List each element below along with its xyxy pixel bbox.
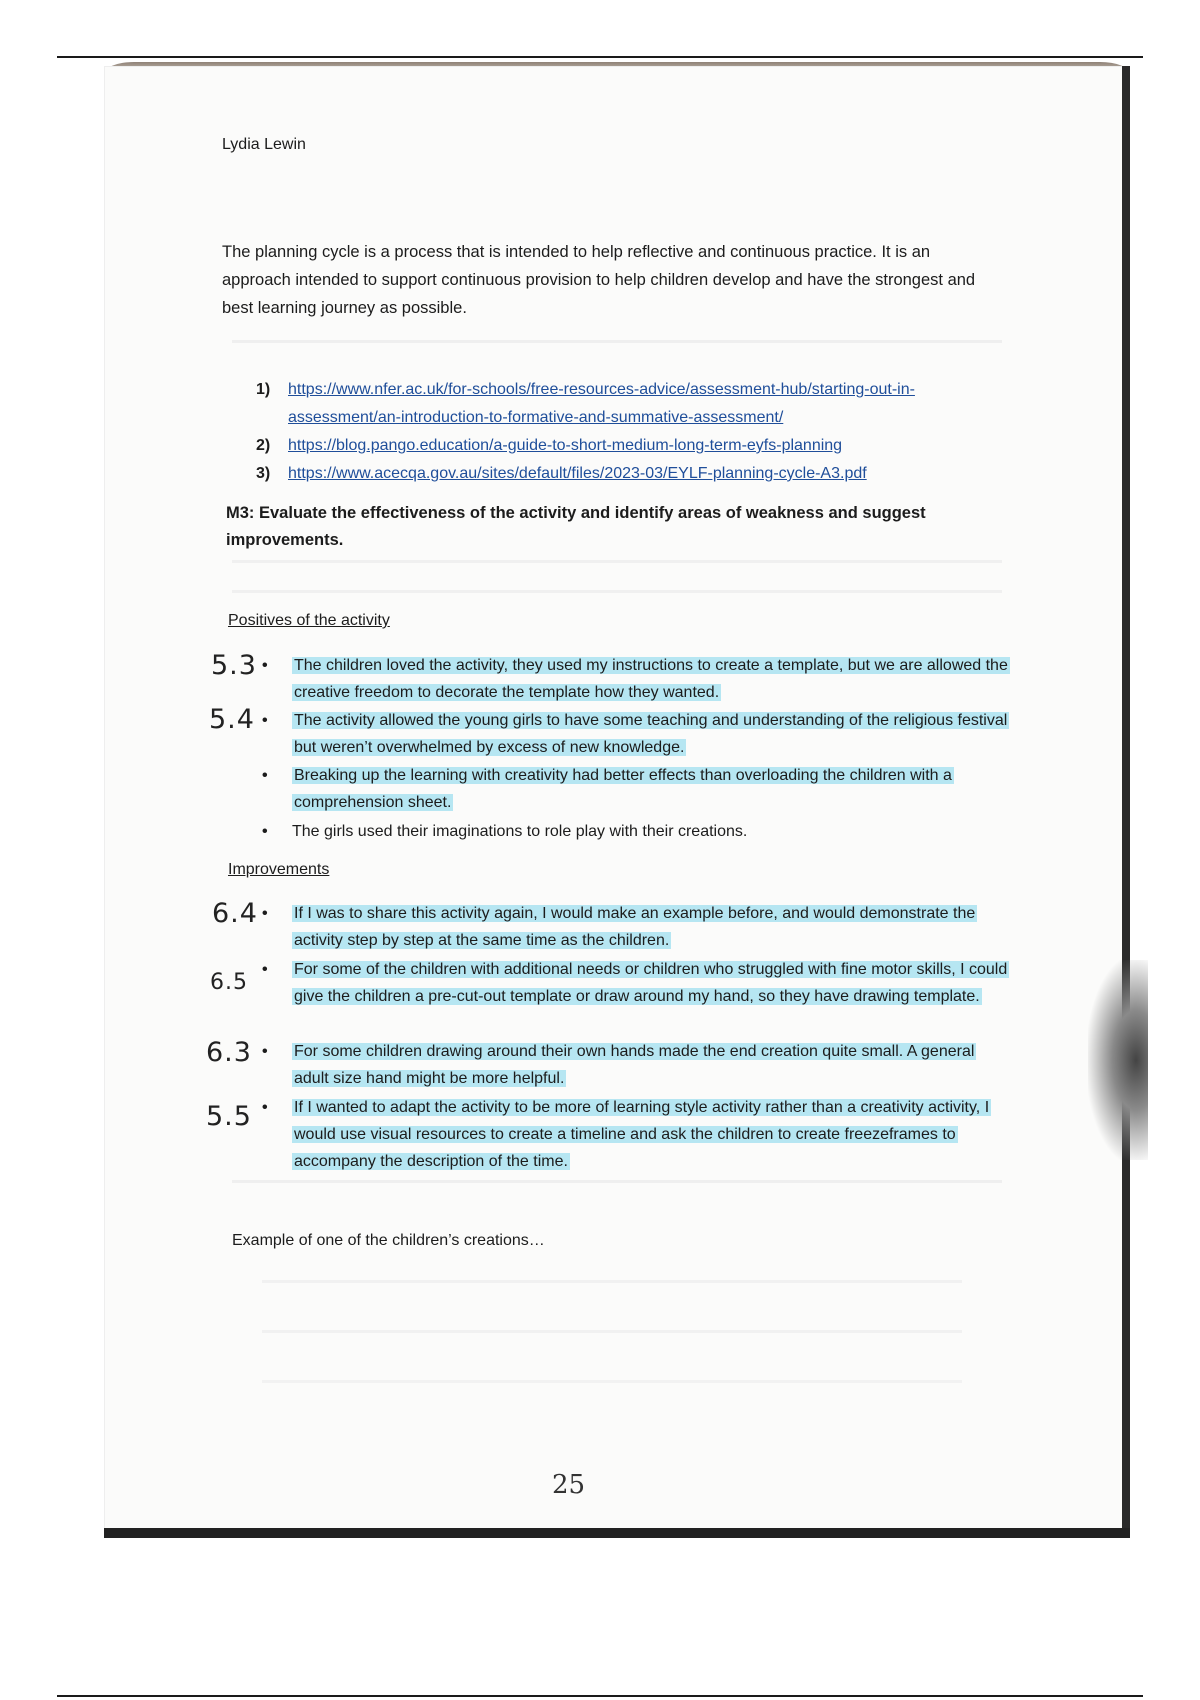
bullet-text: For some of the children with additional needs or children who struggled with fine motor skills, I could give the children a pre-cut-out template or draw around my hand, so they have drawing template.	[294, 961, 1008, 1005]
improvements-heading: Improvements	[228, 861, 330, 878]
handwritten-mark: 5.4	[209, 704, 255, 735]
handwritten-mark: 6.5	[210, 970, 248, 995]
list-item	[262, 707, 1012, 761]
bullet-icon: •	[262, 1099, 268, 1116]
bullet-text: The girls used their imaginations to role play with their creations.	[292, 823, 748, 840]
handwritten-mark: 6.4	[212, 898, 258, 929]
author-name: Lydia Lewin	[222, 136, 306, 153]
bullet-text: For some children drawing around their own hands made the end creation quite small. A general adult size hand might be more helpful.	[294, 1043, 975, 1087]
reference-list	[222, 376, 1012, 488]
positives-heading: Positives of the activity	[228, 612, 390, 629]
list-item	[262, 956, 1012, 1010]
reference-number: 3)	[256, 465, 271, 482]
reference-number: 1)	[256, 381, 271, 398]
list-item	[262, 900, 1012, 954]
reference-item	[222, 460, 1012, 488]
handwritten-mark: 6.3	[206, 1037, 252, 1068]
criterion-heading: M3: Evaluate the effectiveness of the activity and identify areas of weakness and suggest improvements.	[226, 504, 926, 549]
bullet-text: Breaking up the learning with creativity had better effects than overloading the children with a comprehension sheet.	[294, 767, 952, 811]
bullet-text: The activity allowed the young girls to have some teaching and understanding of the religious festival but weren’t overwhelmed by excess of new knowledge.	[294, 712, 1008, 756]
bullet-icon: •	[262, 905, 268, 922]
reference-link[interactable]: https://www.acecqa.gov.au/sites/default/files/2023-03/EYLF-planning-cycle-A3.pdf	[288, 465, 867, 482]
reference-number: 2)	[256, 437, 271, 454]
bullet-icon: •	[262, 712, 268, 729]
bullet-icon: •	[262, 767, 268, 784]
bullet-icon: •	[262, 1043, 268, 1060]
reference-item	[222, 376, 1012, 432]
list-item	[262, 652, 1012, 706]
list-item	[262, 762, 1012, 816]
reference-link[interactable]: https://blog.pango.education/a-guide-to-short-medium-long-term-eyfs-planning	[288, 437, 843, 454]
page-number: 25	[552, 1470, 586, 1500]
reference-item	[222, 432, 1012, 460]
bullet-text: If I was to share this activity again, I would make an example before, and would demonstrate the activity step by step at the same time as the children.	[294, 905, 976, 949]
bullet-text: If I wanted to adapt the activity to be more of learning style activity rather than a creativity activity, I would use visual resources to create a timeline and ask the children to create freezeframes to accompany the description of the time.	[294, 1099, 990, 1170]
handwritten-mark: 5.3	[211, 650, 257, 681]
reference-link[interactable]: https://www.nfer.ac.uk/for-schools/free-resources-advice/assessment-hub/starting-out-in-assessment/an-introduction-to-formative-and-summative-assessment/	[288, 381, 915, 426]
handwritten-mark: 5.5	[206, 1101, 252, 1132]
bottom-rule	[57, 1695, 1143, 1697]
bullet-text: The children loved the activity, they used my instructions to create a template, but we are allowed the creative freedom to decorate the template how they wanted.	[294, 657, 1008, 701]
list-item	[262, 1038, 1012, 1092]
bullet-icon: •	[262, 823, 268, 840]
list-item	[262, 1094, 1012, 1175]
figure-caption: Example of one of the children’s creations…	[232, 1232, 545, 1249]
list-item	[262, 818, 1012, 845]
bullet-icon: •	[262, 961, 268, 978]
intro-paragraph: The planning cycle is a process that is intended to help reflective and continuous practice. It is an approach intended to support continuous provision to help children develop and have the strongest and best learning journey as possible.	[222, 243, 976, 317]
bullet-icon: •	[262, 657, 268, 674]
